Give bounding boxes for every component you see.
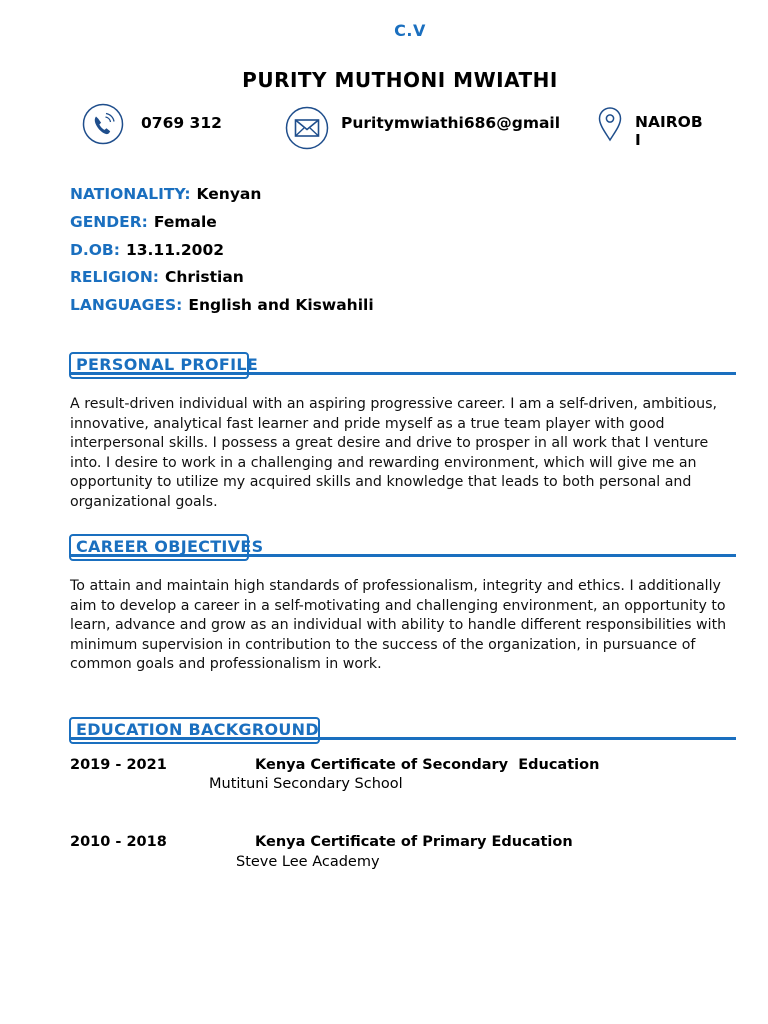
info-value: Kenyan <box>196 185 262 203</box>
section-title: PERSONAL PROFILE <box>76 355 259 374</box>
info-gender <box>70 213 217 231</box>
info-religion <box>70 268 244 286</box>
education-school: Steve Lee Academy <box>236 854 380 870</box>
info-key: RELIGION: <box>70 268 160 286</box>
location-line-1: NAIROB <box>635 113 703 131</box>
info-value: Christian <box>165 268 244 286</box>
career-objectives-text: To attain and maintain high standards of professionalism, integrity and ethics. I additionally aim to develop a career in a self-motivating and challenging environment, an opportunity to learn, advance and grow as an individual with ability to handle different responsibilities with minimum supervision in contribution to the success of the organization, in pursuance of common goals and professionalism in work. <box>70 578 727 673</box>
education-years: 2010 - 2018 <box>70 834 167 850</box>
info-value: Female <box>153 213 217 231</box>
info-key: GENDER: <box>70 213 148 231</box>
email-address: Puritymwiathi686@gmail <box>341 114 561 132</box>
phone-icon <box>82 103 124 149</box>
info-dob <box>70 241 224 259</box>
info-nationality <box>70 185 261 203</box>
phone-number: 0769 312 <box>141 114 222 132</box>
section-title: EDUCATION BACKGROUND <box>76 720 319 739</box>
info-key: LANGUAGES: <box>70 296 183 314</box>
education-certificate: Kenya Certificate of Secondary Education <box>255 757 600 773</box>
info-value: English and Kiswahili <box>188 296 374 314</box>
section-header-career-objectives <box>69 534 736 562</box>
info-key: D.OB: <box>70 241 120 259</box>
section-header-education-background <box>69 717 736 745</box>
education-years: 2019 - 2021 <box>70 757 167 773</box>
personal-profile-text: A result-driven individual with an aspiring progressive career. I am a self-driven, ambitious, innovative, analytical fast learner and pride myself as a true team player with good interpersonal skills. I possess a great desire and drive to prosper in all work that I venture into. I desire to work in a challenging and rewarding environment, which will give me an opportunity to utilize my acquired skills and knowledge that leads to both personal and organizational goals. <box>70 396 717 510</box>
section-header-personal-profile <box>69 352 736 380</box>
info-languages <box>70 296 374 314</box>
section-title: CAREER OBJECTIVES <box>76 537 264 556</box>
candidate-name: PURITY MUTHONI MWIATHI <box>242 68 558 92</box>
education-certificate: Kenya Certificate of Primary Education <box>255 834 573 850</box>
location-pin-icon <box>597 106 623 146</box>
cv-label: C.V <box>394 21 426 40</box>
info-key: NATIONALITY: <box>70 185 191 203</box>
envelope-icon <box>285 106 329 154</box>
location-line-2: I <box>635 131 641 149</box>
info-value: 13.11.2002 <box>125 241 225 259</box>
education-school: Mutituni Secondary School <box>209 776 403 792</box>
